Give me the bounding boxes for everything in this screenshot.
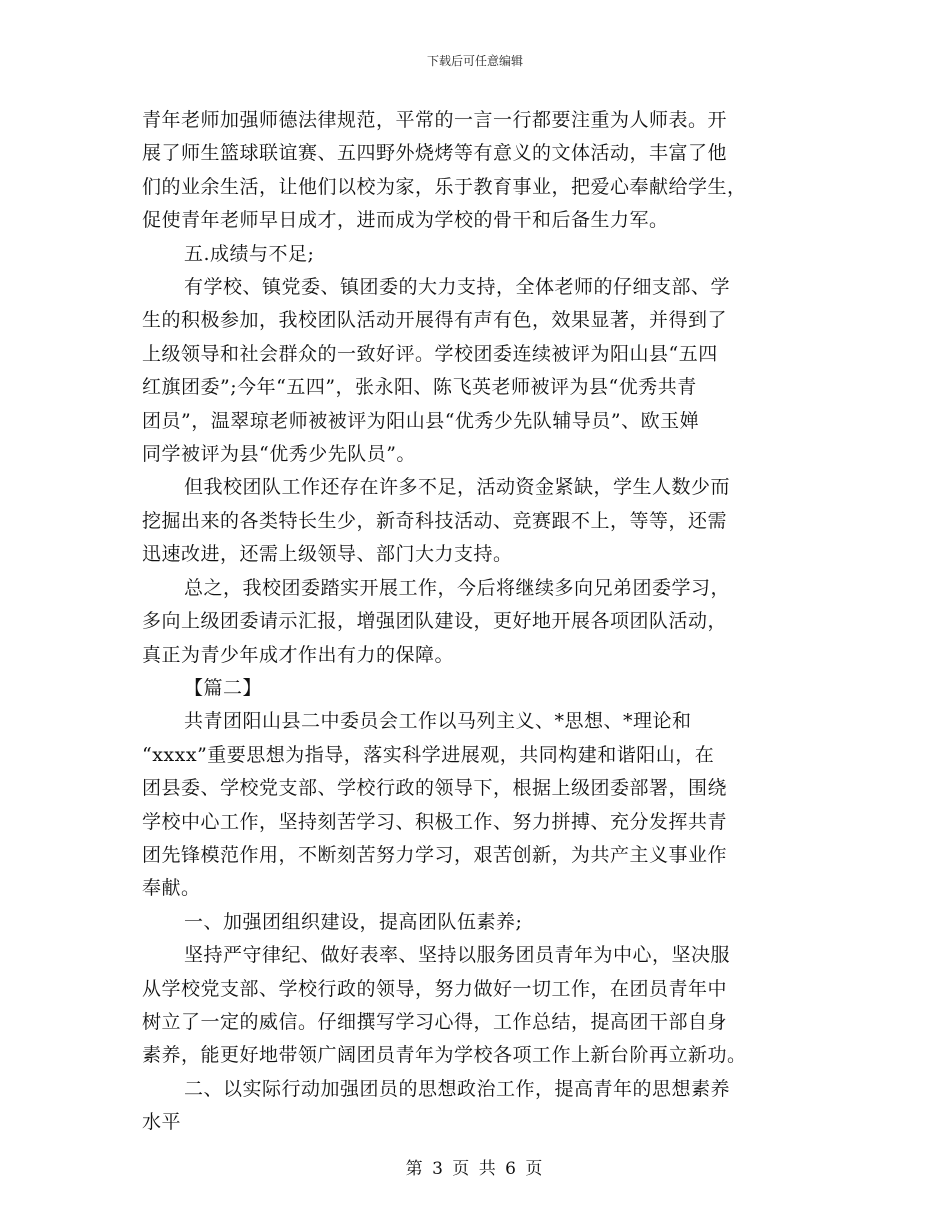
text-line: 挖掘出来的各类特长生少，新奇科技活动、竞赛跟不上，等等，还需: [142, 509, 728, 532]
text-line: 但我校团队工作还存在许多不足，活动资金紧缺，学生人数少而: [184, 476, 731, 499]
text-line: 从学校党支部、学校行政的领导，努力做好一切工作，在团员青年中: [142, 977, 728, 1000]
text-line: 上级领导和社会群众的一致好评。学校团委连续被评为阳山县“五四: [142, 342, 718, 365]
text-line: 们的业余生活，让他们以校为家，乐于教育事业，把爱心奉献给学生，: [142, 175, 747, 198]
text-line: 同学被评为县“优秀少先队员”。: [142, 443, 416, 466]
text-line: 坚持严守律纪、做好表率、坚持以服务团员青年为中心，坚决服: [184, 944, 731, 967]
text-line: 迅速改进，还需上级领导、部门大力支持。: [142, 543, 513, 566]
text-line: 【篇二】: [184, 676, 263, 699]
text-line: 一、加强团组织建设，提高团队伍素养;: [184, 910, 523, 933]
text-line: 红旗团委”;今年“五四”，张永阳、陈飞英老师被评为县“优秀共青: [142, 376, 697, 399]
page-footer: 第 3 页 共 6 页: [405, 1159, 545, 1179]
text-line: 真正为青少年成才作出有力的保障。: [142, 643, 455, 666]
text-line: 有学校、镇党委、镇团委的大力支持，全体老师的仔细支部、学: [184, 276, 731, 299]
text-line: 水平: [142, 1111, 182, 1134]
text-line: 五.成绩与不足;: [184, 242, 315, 265]
text-line: 素养，能更好地带领广阔团员青年为学校各项工作上新台阶再立新功。: [142, 1044, 747, 1067]
text-line: 二、以实际行动加强团员的思想政治工作，提高青年的思想素养: [184, 1077, 731, 1100]
text-line: 促使青年老师早日成才，进而成为学校的骨干和后备生力军。: [142, 209, 669, 232]
page-header: 下载后可任意编辑: [426, 54, 523, 68]
text-line: “xxxx”重要思想为指导，落实科学进展观，共同构建和谐阳山，在: [142, 743, 715, 766]
text-line: 生的积极参加，我校团队活动开展得有声有色，效果显著，并得到了: [142, 309, 728, 332]
text-line: 展了师生篮球联谊赛、五四野外烧烤等有意义的文体活动，丰富了他: [142, 142, 728, 165]
text-line: 奉献。: [142, 877, 201, 900]
text-line: 团先锋模范作用，不断刻苦努力学习，艰苦创新，为共产主义事业作: [142, 843, 728, 866]
document-body: [142, 104, 802, 1140]
text-line: 多向上级团委请示汇报，增强团队建设，更好地开展各项团队活动，: [142, 610, 728, 633]
text-line: 青年老师加强师德法律规范，平常的一言一行都要注重为人师表。开: [142, 109, 728, 131]
text-line: 学校中心工作，坚持刻苦学习、积极工作、努力拼搏、充分发挥共青: [142, 810, 728, 833]
text-line: 总之，我校团委踏实开展工作，今后将继续多向兄弟团委学习，: [184, 576, 731, 599]
text-line: 团员”，温翠琼老师被被评为阳山县“优秀少先队辅导员”、欧玉婵: [142, 409, 700, 432]
text-line: 树立了一定的威信。仔细撰写学习心得，工作总结，提高团干部自身: [142, 1010, 728, 1033]
text-line: 团县委、学校党支部、学校行政的领导下，根据上级团委部署，围绕: [142, 777, 728, 800]
text-line: 共青团阳山县二中委员会工作以马列主义、*思想、*理论和: [184, 710, 692, 733]
